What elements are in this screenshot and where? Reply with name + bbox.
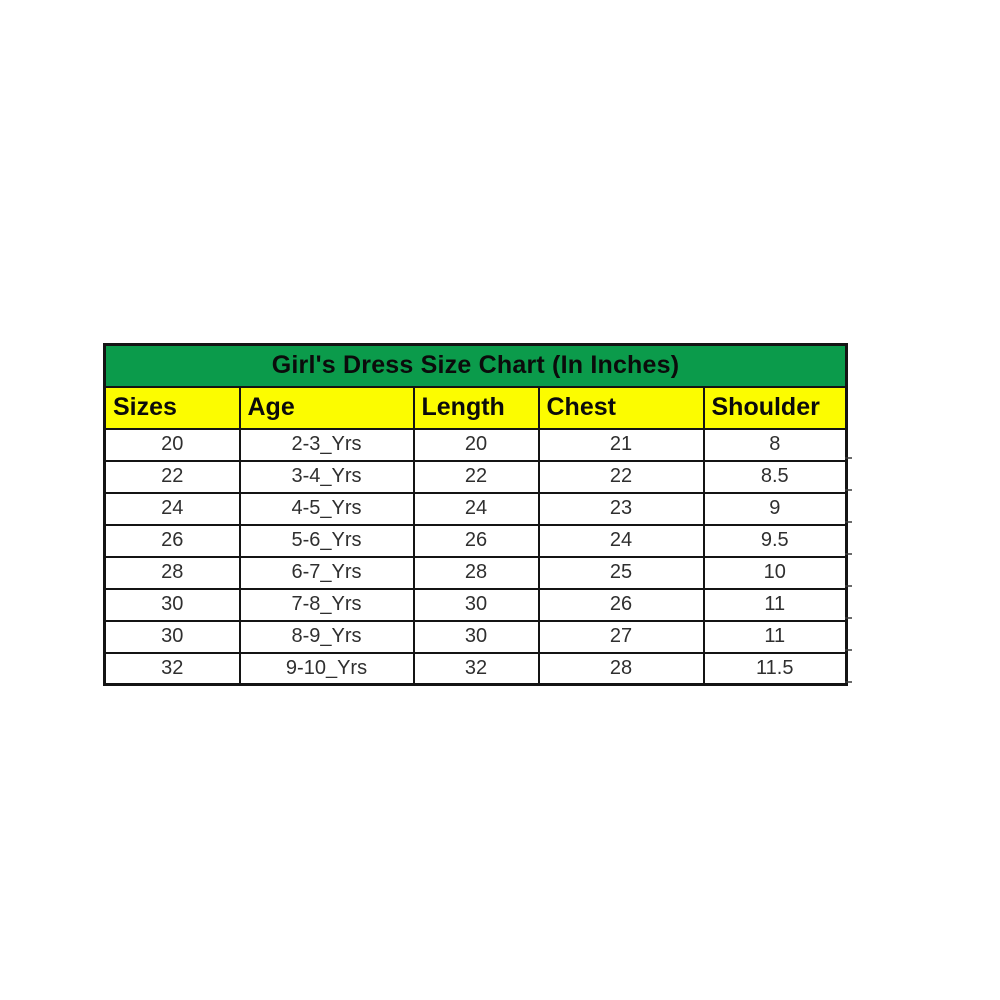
table-row [105, 653, 847, 685]
table-cell: 21 [539, 429, 704, 461]
table-title: Girl's Dress Size Chart (In Inches) [105, 345, 847, 387]
title-row [105, 345, 847, 387]
table-cell: 5-6_Yrs [240, 525, 414, 557]
table-cell: 30 [105, 621, 240, 653]
table-cell: 9.5 [704, 525, 847, 557]
header-row [105, 387, 847, 429]
gridline-tick [845, 521, 852, 523]
table-row [105, 429, 847, 461]
table-row [105, 461, 847, 493]
column-header-length: Length [414, 387, 539, 429]
table-cell: 8-9_Yrs [240, 621, 414, 653]
table-cell: 22 [539, 461, 704, 493]
gridline-tick [845, 617, 852, 619]
gridline-tick [845, 457, 852, 459]
table-cell: 26 [414, 525, 539, 557]
size-chart-table [103, 343, 848, 686]
table-cell: 28 [414, 557, 539, 589]
table-cell: 32 [105, 653, 240, 685]
table-row [105, 589, 847, 621]
table-cell: 8.5 [704, 461, 847, 493]
column-header-sizes: Sizes [105, 387, 240, 429]
table-cell: 30 [414, 621, 539, 653]
table-cell: 28 [105, 557, 240, 589]
table-cell: 9 [704, 493, 847, 525]
column-header-shoulder: Shoulder [704, 387, 847, 429]
table-cell: 11 [704, 621, 847, 653]
table-cell: 7-8_Yrs [240, 589, 414, 621]
table-cell: 22 [414, 461, 539, 493]
table-cell: 25 [539, 557, 704, 589]
table-cell: 24 [539, 525, 704, 557]
table-cell: 2-3_Yrs [240, 429, 414, 461]
table-cell: 8 [704, 429, 847, 461]
table-cell: 22 [105, 461, 240, 493]
table-cell: 9-10_Yrs [240, 653, 414, 685]
table-cell: 23 [539, 493, 704, 525]
table-cell: 20 [414, 429, 539, 461]
table-cell: 26 [105, 525, 240, 557]
table-row [105, 557, 847, 589]
table-cell: 26 [539, 589, 704, 621]
column-header-age: Age [240, 387, 414, 429]
table-cell: 11 [704, 589, 847, 621]
table-row [105, 493, 847, 525]
gridline-tick [845, 649, 852, 651]
table-cell: 6-7_Yrs [240, 557, 414, 589]
table-row [105, 525, 847, 557]
table-cell: 4-5_Yrs [240, 493, 414, 525]
table-cell: 30 [414, 589, 539, 621]
column-header-chest: Chest [539, 387, 704, 429]
gridline-tick [845, 585, 852, 587]
table-cell: 3-4_Yrs [240, 461, 414, 493]
table-cell: 20 [105, 429, 240, 461]
table-cell: 10 [704, 557, 847, 589]
table-body [105, 429, 847, 685]
table-cell: 11.5 [704, 653, 847, 685]
gridline-tick [845, 489, 852, 491]
table-cell: 28 [539, 653, 704, 685]
table-cell: 32 [414, 653, 539, 685]
gridline-tick [845, 553, 852, 555]
table-cell: 24 [105, 493, 240, 525]
gridline-tick [845, 681, 852, 683]
table-row [105, 621, 847, 653]
table-cell: 24 [414, 493, 539, 525]
table-cell: 30 [105, 589, 240, 621]
table-cell: 27 [539, 621, 704, 653]
